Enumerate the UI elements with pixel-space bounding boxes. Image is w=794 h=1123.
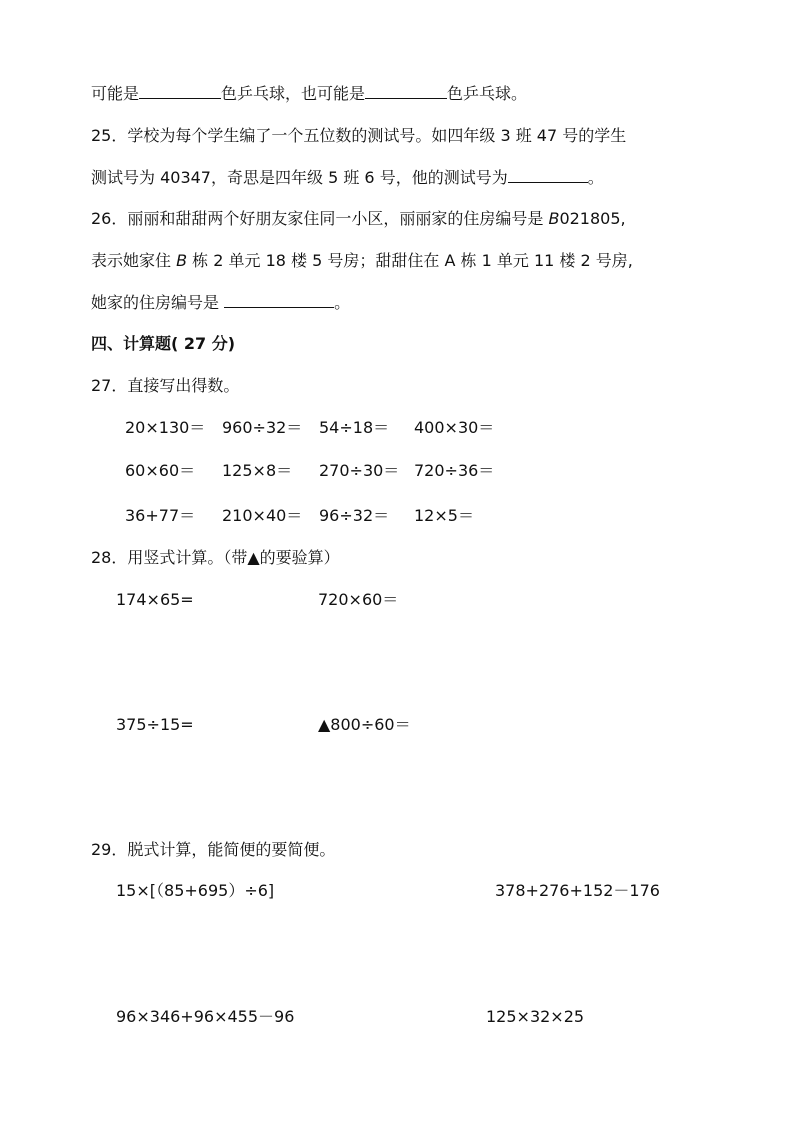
q29-item: 378+276+152－176 <box>495 881 660 900</box>
q27-item: 60×60＝ <box>125 461 196 480</box>
q24-blank-2[interactable] <box>365 97 447 99</box>
q27-item: 20×130＝ <box>125 418 206 437</box>
q27-item: 720÷36＝ <box>414 461 495 480</box>
q28-item: ▲800÷60＝ <box>318 715 411 734</box>
q25-text-b: 。 <box>587 168 604 187</box>
q26-text-2a: 表示她家住 <box>91 251 177 270</box>
q24-text-2: 色乒乓球，也可能是 <box>221 84 366 103</box>
section-heading: 四、计算题( 27 分) <box>91 334 236 353</box>
q26-text-1a: 26．丽丽和甜甜两个好朋友家住同一小区，丽丽家的住房编号是 <box>91 209 549 228</box>
q24-text-3: 色乒乓球。 <box>447 84 528 103</box>
q27-item: 960÷32＝ <box>222 418 303 437</box>
q27-item: 96÷32＝ <box>319 506 390 525</box>
q27-item: 36+77＝ <box>125 506 196 525</box>
q24-tail-line <box>91 82 527 106</box>
q26-text-1-italic: B <box>548 209 560 228</box>
q25-line-2 <box>91 166 604 190</box>
q27-item: 54÷18＝ <box>319 418 390 437</box>
q26-text-3a: 她家的住房编号是 <box>91 293 225 312</box>
q27-item: 210×40＝ <box>222 506 303 525</box>
q24-text-1: 可能是 <box>91 84 140 103</box>
q29-prompt: 29．脱式计算，能简便的要简便。 <box>91 840 336 859</box>
q26-line-1 <box>91 207 626 231</box>
q27-item: 12×5＝ <box>414 506 474 525</box>
q28-item: 720×60＝ <box>318 590 399 609</box>
q28-prompt: 28．用竖式计算。（带▲的要验算） <box>91 548 340 567</box>
q29-item: 15×[（85+695）÷6] <box>116 881 275 900</box>
q27-item: 125×8＝ <box>222 461 293 480</box>
q26-text-1b: 021805, <box>559 209 626 228</box>
q26-text-2b: 栋 2 单元 18 楼 5 号房；甜甜住在 A 栋 1 单元 11 楼 2 号房, <box>187 251 633 270</box>
q29-item: 125×32×25 <box>486 1007 585 1026</box>
q27-item: 270÷30＝ <box>319 461 400 480</box>
q26-line-3 <box>91 291 350 315</box>
q29-item: 96×346+96×455－96 <box>116 1007 295 1026</box>
q25-line-1: 25．学校为每个学生编了一个五位数的测试号。如四年级 3 班 47 号的学生 <box>91 126 627 145</box>
q25-answer-blank[interactable] <box>508 181 588 183</box>
q28-item: 375÷15= <box>116 715 194 734</box>
q26-answer-blank[interactable] <box>224 306 334 308</box>
q26-text-2-italic: B <box>176 251 188 270</box>
q25-text-a: 测试号为 40347，奇思是四年级 5 班 6 号，他的测试号为 <box>91 168 508 187</box>
q27-item: 400×30＝ <box>414 418 495 437</box>
q27-prompt: 27．直接写出得数。 <box>91 376 240 395</box>
q24-blank-1[interactable] <box>139 97 221 99</box>
q28-item: 174×65= <box>116 590 194 609</box>
q26-line-2 <box>91 249 633 273</box>
q26-text-3b: 。 <box>334 293 351 312</box>
